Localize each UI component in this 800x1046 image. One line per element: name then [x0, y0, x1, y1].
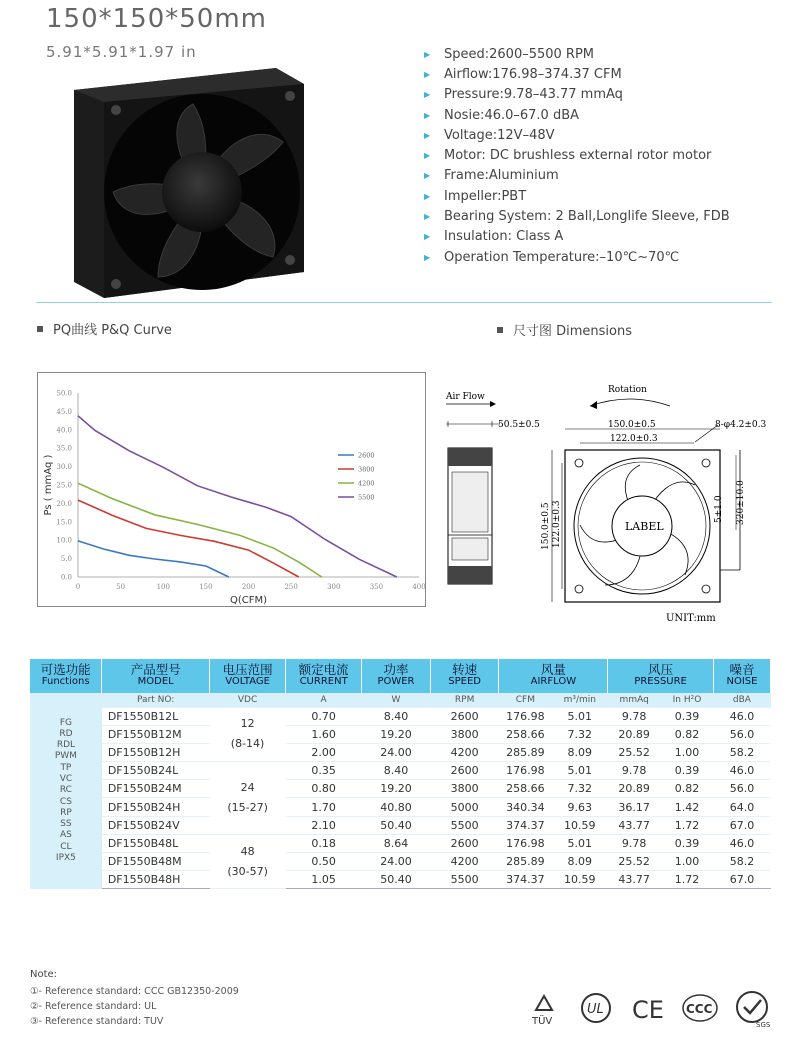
model-spec-table [30, 659, 771, 889]
y-tick-label: 35.0 [56, 444, 72, 453]
spec-item: ▶ Pressure:9.78–43.77 mmAq [424, 87, 623, 103]
x-tick-label: 100 [156, 583, 170, 591]
table-row: DF1550B24H 1.70 40.80 5000 340.34 9.63 36.17 1.42 64.0 [30, 798, 771, 816]
spec-item: ▶ Frame:Aluminium [424, 168, 559, 184]
ccc-logo-icon [683, 995, 717, 1021]
hole-width-dimension: 122.0±0.3 [610, 434, 658, 444]
y-tick-label: 45.0 [56, 407, 72, 416]
ce-logo-icon [632, 996, 664, 1024]
svg-text:CE: CE [632, 996, 664, 1024]
y-tick-label: 15.0 [56, 518, 72, 527]
x-tick-label: 150 [199, 583, 213, 591]
functions-cell: FG RD RDL PWM TP VC RC CS RP SS AS CL IPX5 [30, 693, 102, 889]
y-tick-label: 25.0 [56, 481, 72, 490]
x-tick-label: 300 [327, 583, 341, 591]
legend-label-5500: 5500 [358, 493, 375, 502]
table-row: DF1550B48L 48 (30-57) 0.18 8.64 2600 176.98 5.01 9.78 0.39 46.0 [30, 834, 771, 852]
sgs-logo-icon [737, 992, 771, 1029]
x-tick-label: 50 [116, 583, 126, 591]
x-tick-label: 0 [75, 583, 81, 591]
square-bullet-icon [37, 326, 43, 332]
fan-product-image [68, 62, 308, 302]
table-row: DF1550B48M 0.50 24.00 4200 285.89 8.09 25.52 1.00 58.2 [30, 853, 771, 871]
spec-item: ▶ Voltage:12V–48V [424, 127, 555, 143]
series-line-3800 [78, 500, 299, 577]
y-tick-label: 5.0 [60, 555, 72, 564]
note-item: ③- Reference standard: TUV [30, 1016, 164, 1027]
hole-height-dimension: 122.0±0.3 [552, 500, 562, 548]
voltage-group-12: 12 (8-14) [210, 707, 286, 762]
air-flow-label: Air Flow [446, 392, 485, 402]
pq-chart [37, 372, 426, 607]
table-header-row [30, 659, 771, 693]
table-row: DF1550B24V 2.10 50.40 5500 374.37 10.59 43.77 1.72 67.0 [30, 816, 771, 834]
unit-in-h2o: In H²O [661, 693, 714, 707]
svg-text:SGS: SGS [756, 1021, 771, 1029]
legend-label-3800: 3800 [358, 465, 375, 474]
product-size-inches: 5.91*5.91*1.97 in [46, 43, 197, 61]
outer-width-dimension: 150.0±0.5 [608, 420, 656, 430]
triangle-bullet-icon: ▶ [424, 49, 431, 59]
spec-item: ▶ Insulation: Class A [424, 229, 564, 245]
legend-label-4200: 4200 [358, 479, 375, 488]
unit-w: W [362, 693, 431, 707]
table-row: DF1550B12L 12 (8-14) 0.70 8.40 2600 176.98 5.01 9.78 0.39 46.0 [30, 707, 771, 725]
svg-text:TÜV: TÜV [532, 1016, 553, 1027]
dimension-drawing [440, 380, 785, 625]
unit-label: UNIT:mm [666, 613, 716, 624]
triangle-bullet-icon: ▶ [424, 151, 431, 161]
triangle-bullet-icon: ▶ [424, 191, 431, 201]
unit-cfm: CFM [499, 693, 552, 707]
table-row: DF1550B48H 1.05 50.40 5500 374.37 10.59 43.77 1.72 67.0 [30, 871, 771, 889]
legend-label-2600: 2600 [358, 451, 375, 460]
mounting-holes-dimension: 8-φ4.2±0.3 [715, 420, 767, 430]
note-item: ①- Reference standard: CCC GB12350-2009 [30, 986, 239, 997]
header-airflow: 风量 AIRFLOW [499, 659, 608, 693]
y-axis-title: Ps ( mmAq ) [43, 454, 54, 516]
unit-a: A [286, 693, 362, 707]
y-tick-label: 20.0 [56, 499, 72, 508]
spec-item: ▶ Airflow:176.98–374.37 CFM [424, 66, 622, 82]
pq-chart-svg [38, 373, 425, 606]
header-pressure: 风压 PRESSURE [608, 659, 714, 693]
svg-text:CCC: CCC [686, 1002, 713, 1016]
y-tick-label: 40.0 [56, 426, 72, 435]
header-noise: 噪音 NOISE [713, 659, 770, 693]
header-current: 额定电流 CURRENT [286, 659, 362, 693]
spec-item: ▶ Bearing System: 2 Ball,Longlife Sleeve, FDB [424, 209, 730, 225]
spec-item: ▶ Nosie:46.0–67.0 dBA [424, 107, 580, 123]
arrow-right-icon [490, 401, 496, 407]
square-bullet-icon [497, 327, 503, 333]
triangle-bullet-icon: ▶ [424, 252, 431, 262]
dimensions-heading: 尺寸图 Dimensions [497, 320, 632, 339]
wire-offset-dimension: 5±1.0 [714, 495, 724, 523]
fan-label-text: LABEL [625, 520, 664, 533]
unit-vdc: VDC [210, 693, 286, 707]
y-tick-label: 10.0 [56, 536, 72, 545]
series-line-4200 [78, 483, 322, 577]
unit-part-no: Part NO: [102, 693, 210, 707]
spec-item: ▶ Speed:2600–5500 RPM [424, 46, 595, 62]
spec-list [424, 44, 794, 267]
pq-curve-heading: PQ曲线 P&Q Curve [37, 319, 172, 338]
triangle-bullet-icon: ▶ [424, 212, 431, 222]
note-item: ②- Reference standard: UL [30, 1001, 157, 1012]
unit-rpm: RPM [430, 693, 499, 707]
x-tick-label: 350 [369, 583, 384, 591]
x-tick-label: 200 [241, 583, 256, 591]
y-tick-label: 50.0 [56, 389, 72, 398]
unit-dba: dBA [713, 693, 770, 707]
table-row: DF1550B24M 0.80 19.20 3800 258.66 7.32 20.89 0.82 56.0 [30, 780, 771, 798]
header-voltage: 电压范围 VOLTAGE [210, 659, 286, 693]
header-power: 功率 POWER [362, 659, 431, 693]
spec-item: ▶ Motor: DC brushless external rotor motor [424, 148, 712, 164]
header-speed: 转速 SPEED [430, 659, 499, 693]
y-tick-label: 0.0 [60, 573, 72, 582]
spec-item: ▶ Operation Temperature:–10℃~70℃ [424, 249, 680, 265]
rotation-label: Rotation [608, 385, 647, 395]
triangle-bullet-icon: ▶ [424, 90, 431, 100]
notes-title: Note: [30, 969, 58, 980]
outer-height-dimension: 150.0±0.5 [541, 502, 551, 550]
svg-text:UL: UL [587, 1002, 604, 1017]
triangle-bullet-icon: ▶ [424, 130, 431, 140]
table-row: DF1550B12H 2.00 24.00 4200 285.89 8.09 25.52 1.00 58.2 [30, 743, 771, 761]
certification-logos [530, 990, 775, 1030]
x-tick-label: 400 [412, 583, 425, 591]
triangle-bullet-icon: ▶ [424, 69, 431, 79]
table-unit-row [30, 693, 771, 707]
unit-mmaq: mmAq [608, 693, 661, 707]
section-divider [36, 302, 772, 303]
tuv-logo-icon [531, 996, 552, 1027]
voltage-group-48: 48 (30-57) [210, 834, 286, 889]
header-functions: 可选功能 Functions [30, 659, 102, 693]
depth-dimension: 50.5±0.5 [498, 420, 540, 430]
triangle-bullet-icon: ▶ [424, 171, 431, 181]
series-line-2600 [78, 541, 229, 577]
spec-item: ▶ Impeller:PBT [424, 188, 527, 204]
header-model: 产品型号 MODEL [102, 659, 210, 693]
ul-logo-icon [582, 994, 610, 1022]
triangle-bullet-icon: ▶ [424, 232, 431, 242]
wire-length-dimension: 320±10.0 [736, 480, 746, 525]
x-axis-title: Q(CFM) [229, 595, 268, 606]
rotation-arrow-icon [590, 401, 597, 409]
unit-m3-min: m³/min [552, 693, 608, 707]
notes [30, 969, 239, 1029]
voltage-group-24: 24 (15-27) [210, 762, 286, 835]
product-size-title: 150*150*50mm [46, 4, 267, 34]
triangle-bullet-icon: ▶ [424, 110, 431, 120]
table-row: DF1550B24L 24 (15-27) 0.35 8.40 2600 176.98 5.01 9.78 0.39 46.0 [30, 762, 771, 780]
x-tick-label: 250 [284, 583, 298, 591]
table-row: DF1550B12M 1.60 19.20 3800 258.66 7.32 20.89 0.82 56.0 [30, 725, 771, 743]
y-tick-label: 30.0 [56, 463, 72, 472]
